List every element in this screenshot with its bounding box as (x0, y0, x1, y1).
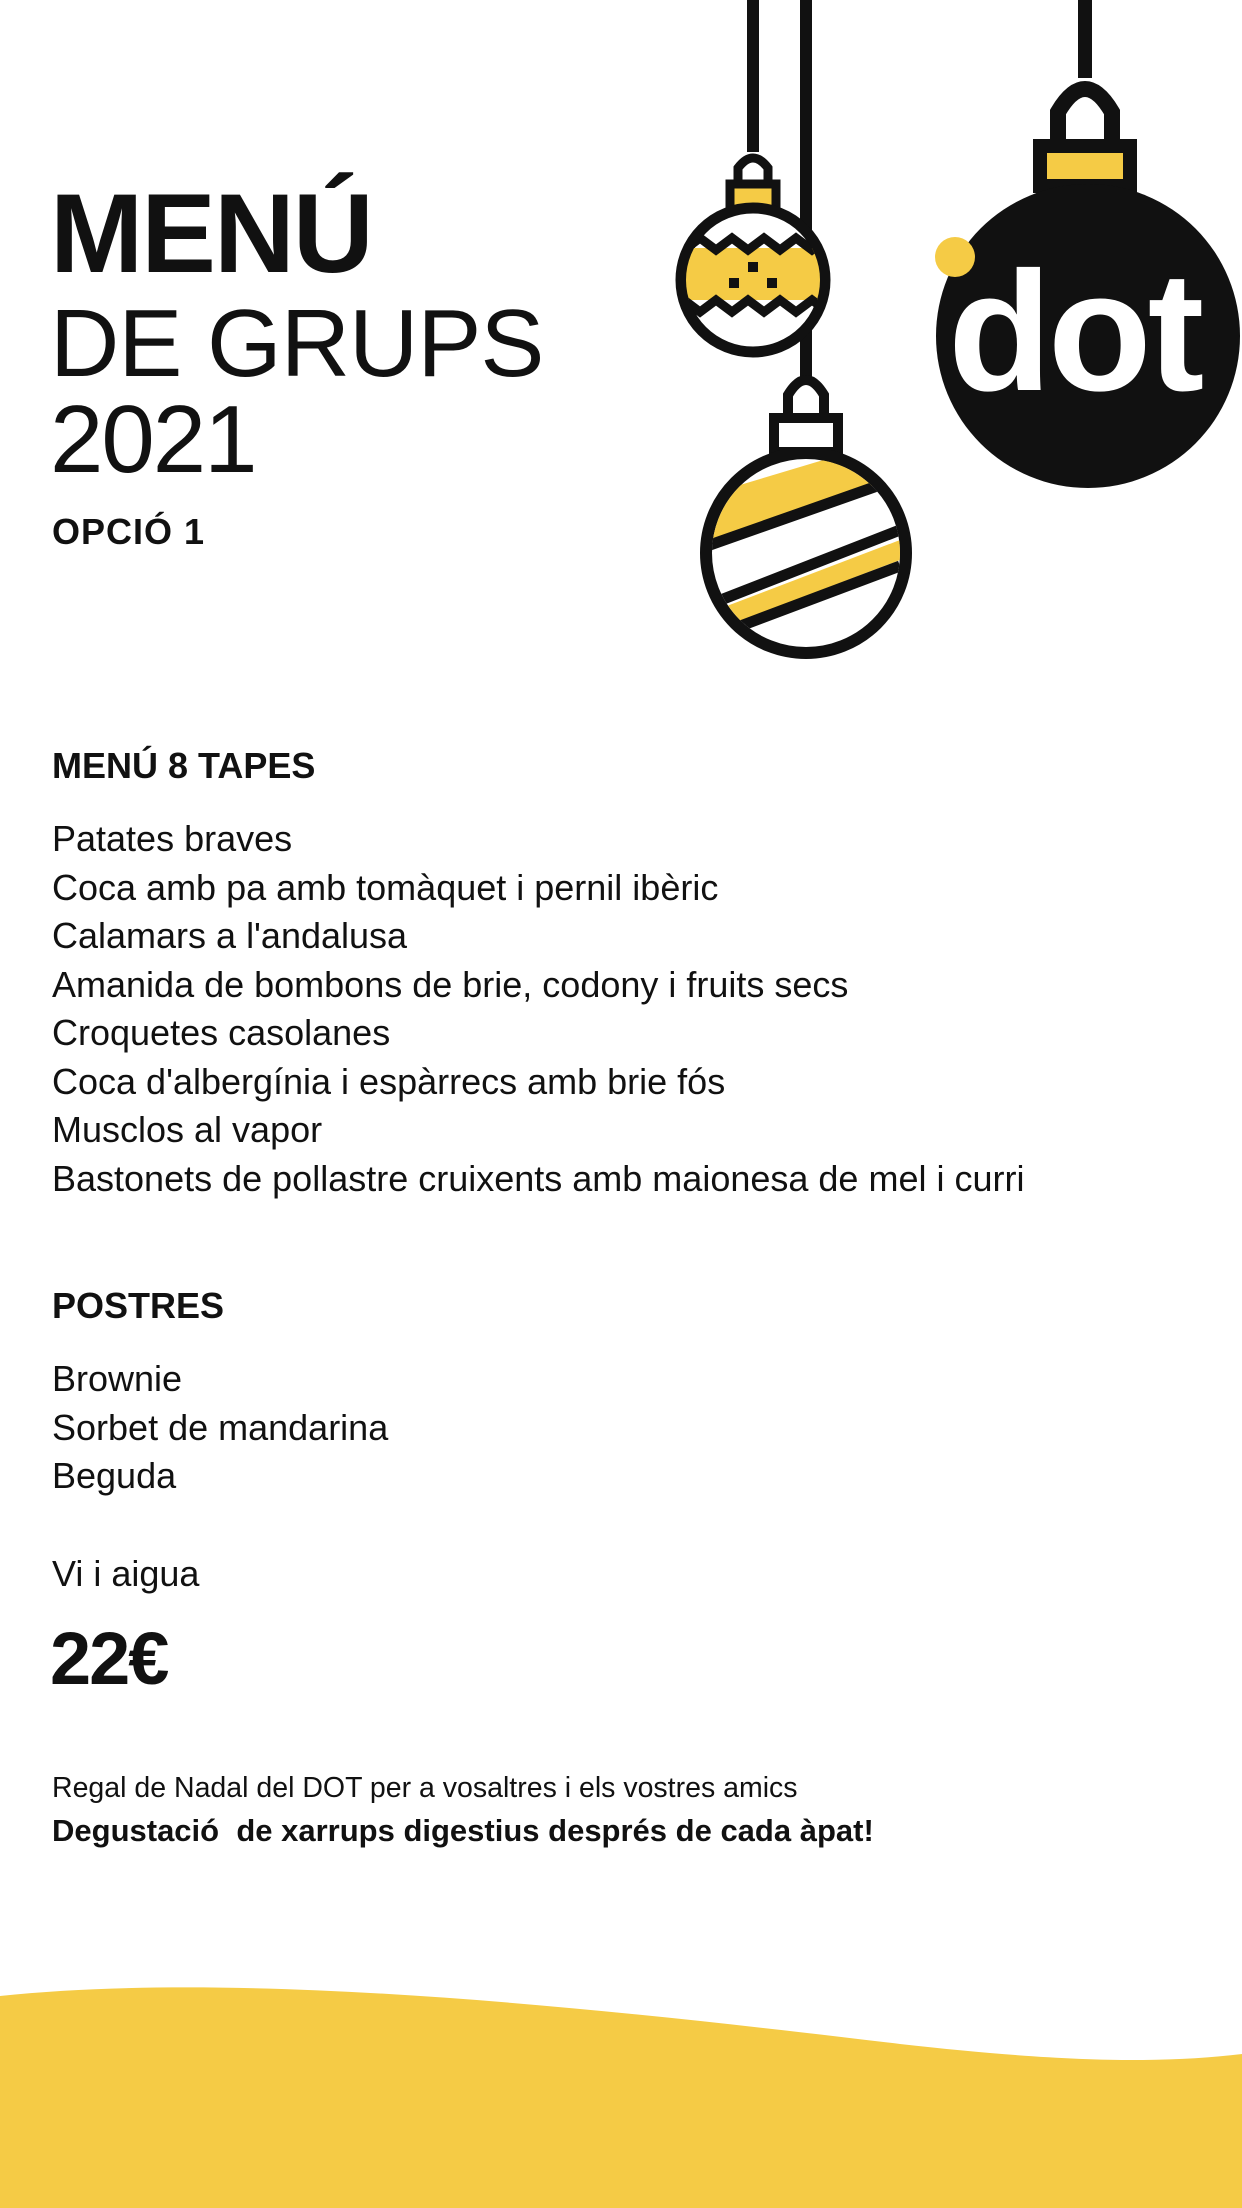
footer-wave (0, 1980, 1242, 2208)
dot-logo (935, 89, 1240, 488)
list-item: Musclos al vapor (52, 1109, 323, 1150)
desserts-list (52, 1355, 388, 1501)
logo-wordmark: dot (948, 237, 1201, 427)
list-item: Coca amb pa amb tomàquet i pernil ibèric (52, 866, 719, 908)
page-subtitle: DE GRUPS (50, 290, 544, 397)
menu-year: 2021 (50, 386, 256, 493)
menu-price: 22€ (50, 1617, 168, 1700)
list-item: Beguda (52, 1455, 177, 1496)
list-item: Brownie (52, 1358, 183, 1399)
list-item: Coca d'albergínia i espàrrecs amb brie fós (52, 1060, 726, 1102)
list-item: Patates braves (52, 818, 293, 859)
list-item: Sorbet de mandarina (52, 1406, 389, 1448)
list-item: Bastonets de pollastre cruixents amb maionesa de mel i curri (52, 1157, 1025, 1199)
desserts-heading: POSTRES (52, 1285, 225, 1326)
tapas-heading: MENÚ 8 TAPES (52, 745, 316, 786)
tapas-list (52, 815, 1024, 1203)
list-item: Calamars a l'andalusa (52, 915, 408, 956)
page-title: MENÚ (50, 171, 372, 296)
drinks-text: Vi i aigua (52, 1553, 200, 1594)
gift-highlight: Degustació de xarrups digestius després de cada àpat! (52, 1813, 874, 1848)
option-label: OPCIÓ 1 (52, 511, 206, 552)
list-item: Croquetes casolanes (52, 1012, 391, 1053)
list-item: Amanida de bombons de brie, codony i fruits secs (52, 963, 849, 1005)
gift-note: Regal de Nadal del DOT per a vosaltres i els vostres amics (52, 1772, 798, 1804)
striped-ornament-icon (690, 380, 906, 653)
